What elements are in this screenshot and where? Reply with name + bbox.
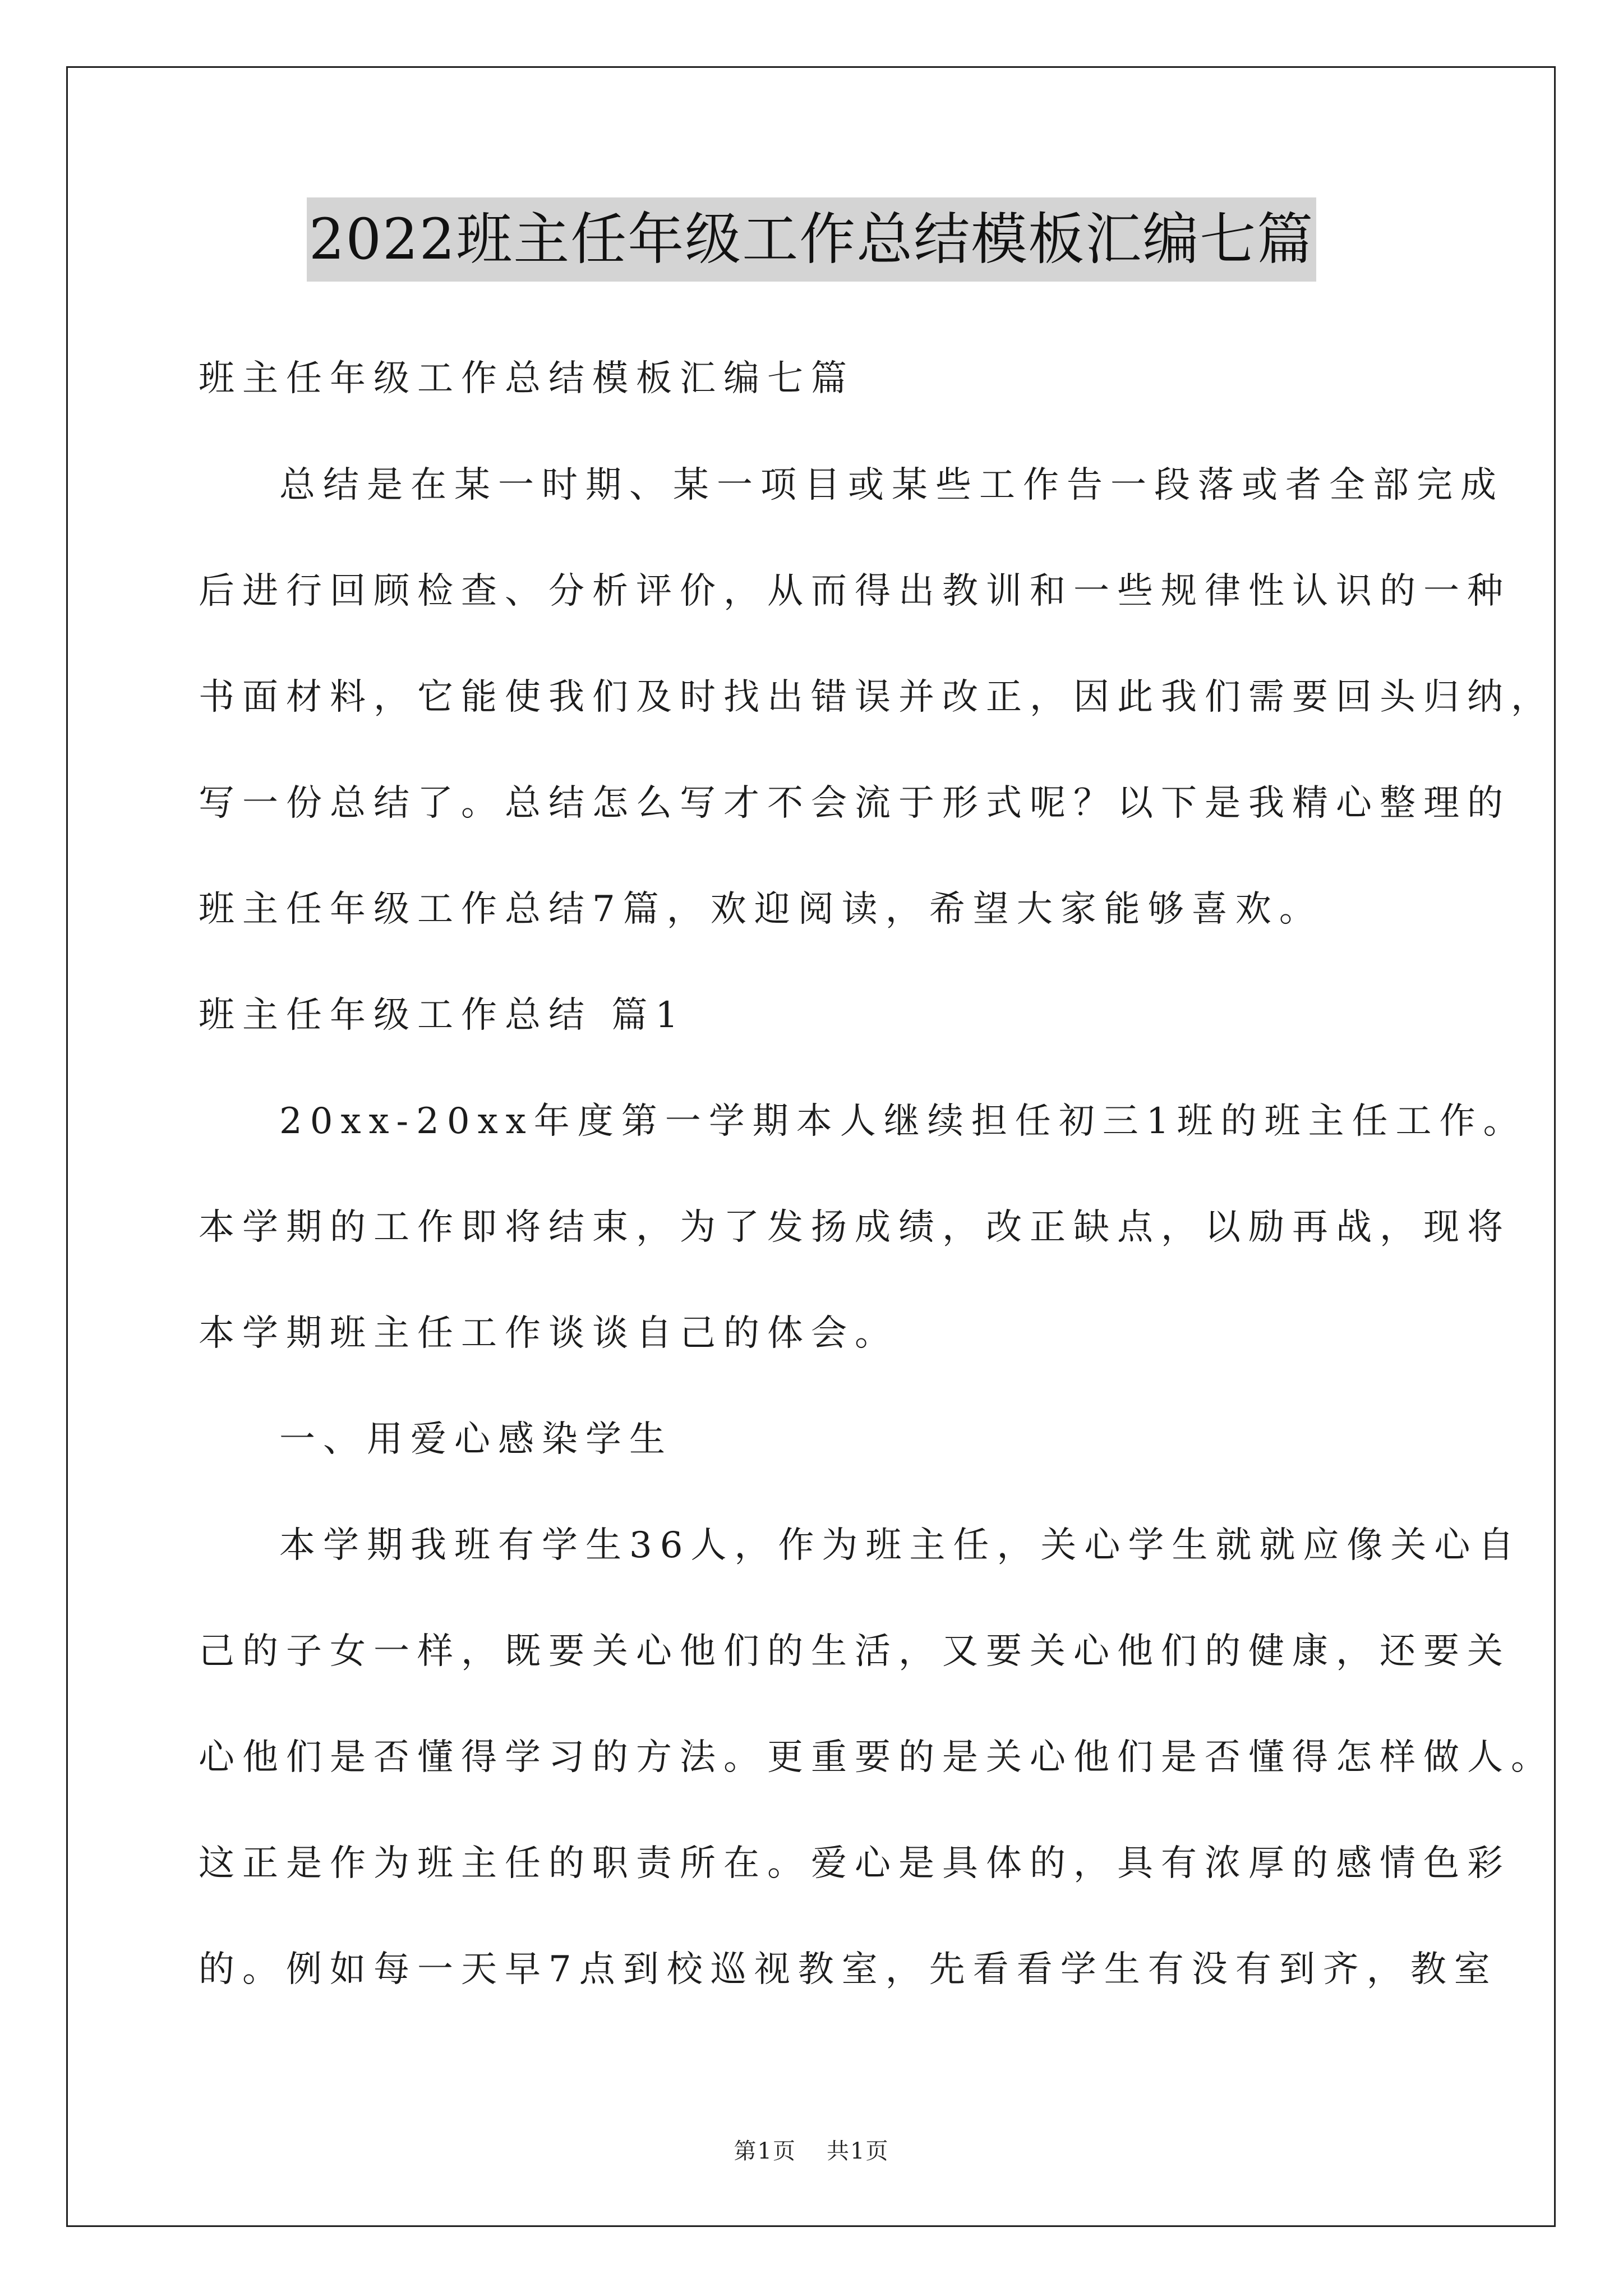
page-number: 第1页 — [734, 2138, 796, 2164]
page-total: 共1页 — [827, 2138, 889, 2164]
doc-subtitle: 班主任年级工作总结模板汇编七篇 — [199, 358, 855, 399]
paragraph-line: 本学期班主任工作谈谈自己的体会。 — [199, 1313, 898, 1354]
section-heading: 班主任年级工作总结 篇1 — [199, 995, 686, 1036]
paragraph-line: 后进行回顾检查、分析评价，从而得出教训和一些规律性认识的一种 — [199, 570, 1511, 612]
paragraph-line: 心他们是否懂得学习的方法。更重要的是关心他们是否懂得怎样做人。 — [199, 1737, 1555, 1778]
paragraph-line: 书面材料，它能使我们及时找出错误并改正，因此我们需要回头归纳， — [199, 677, 1555, 718]
paragraph-line: 写一份总结了。总结怎么写才不会流于形式呢？以下是我精心整理的 — [199, 783, 1511, 824]
title-area — [0, 197, 1623, 282]
document-title: 2022班主任年级工作总结模板汇编七篇 — [307, 197, 1317, 282]
subsection-heading: 一、用爱心感染学生 — [279, 1419, 673, 1460]
paragraph-line: 的。例如每一天早7点到校巡视教室，先看看学生有没有到齐，教室 — [199, 1949, 1498, 1990]
paragraph-line: 己的子女一样，既要关心他们的生活，又要关心他们的健康，还要关 — [199, 1631, 1511, 1672]
paragraph-line: 这正是作为班主任的职责所在。爱心是具体的，具有浓厚的感情色彩 — [199, 1843, 1511, 1884]
paragraph-line: 本学期我班有学生36人，作为班主任，关心学生就就应像关心自 — [279, 1525, 1522, 1566]
page-footer — [0, 2134, 1623, 2168]
paragraph-line: 总结是在某一时期、某一项目或某些工作告一段落或者全部完成 — [279, 464, 1504, 506]
paragraph-line: 20xx-20xx年度第一学期本人继续担任初三1班的班主任工作。 — [279, 1101, 1527, 1142]
paragraph-line: 本学期的工作即将结束，为了发扬成绩，改正缺点，以励再战，现将 — [199, 1207, 1511, 1248]
paragraph-line: 班主任年级工作总结7篇，欢迎阅读，希望大家能够喜欢。 — [199, 889, 1323, 930]
